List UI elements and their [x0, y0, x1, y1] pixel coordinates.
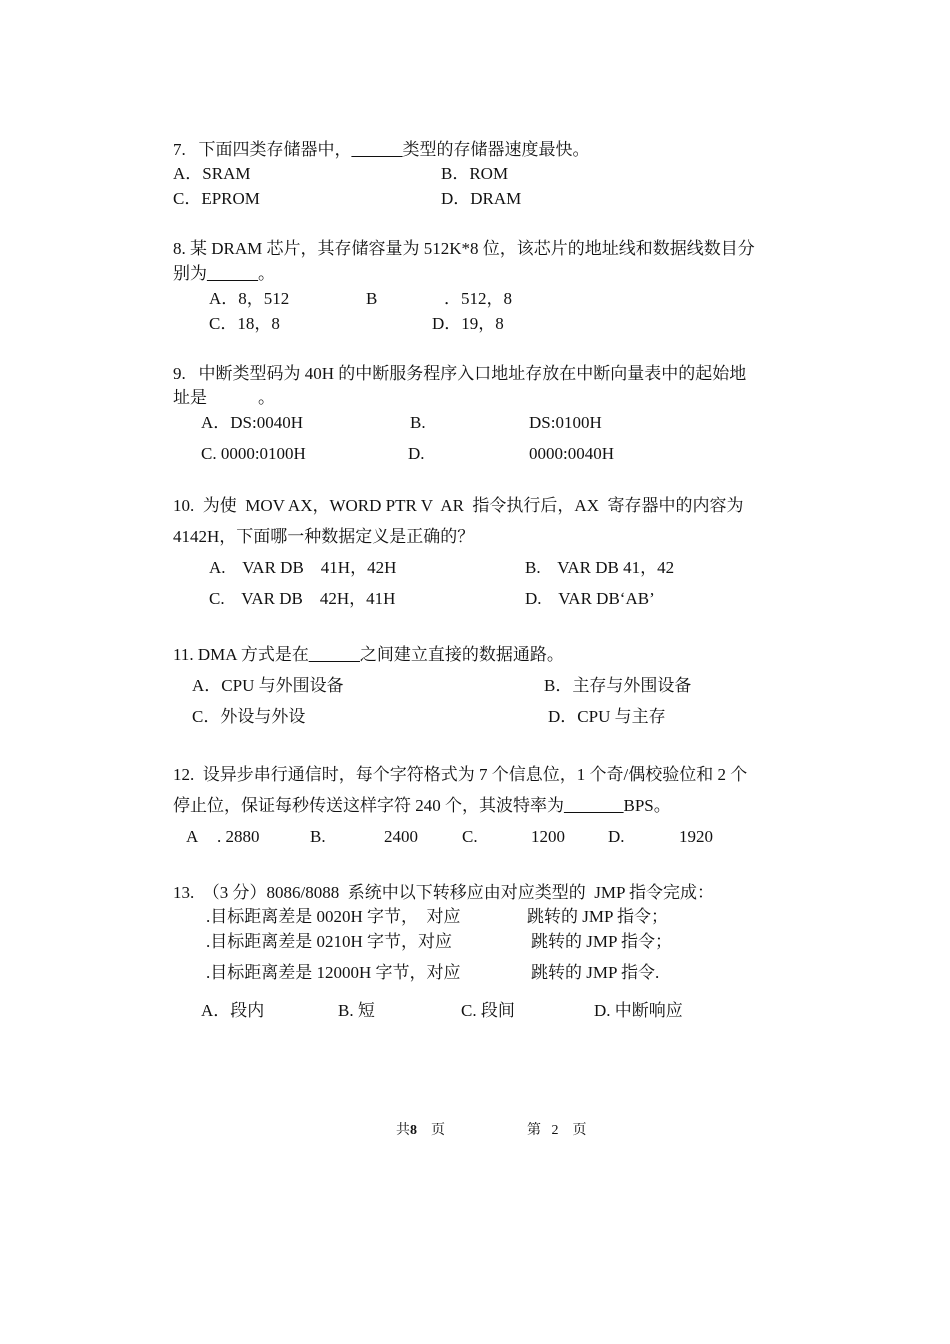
- q7-stem: 7. 下面四类存储器中，______类型的存储器速度最快。: [173, 140, 590, 159]
- q11-stem: 11. DMA 方式是在______之间建立直接的数据通路。: [173, 645, 564, 664]
- q8-stem-line2: 别为______。: [173, 264, 275, 283]
- q13-sub2-text: .目标距离差是 0210H 字节，对应: [206, 932, 453, 951]
- q12-stem-line1: 12. 设异步串行通信时，每个字符格式为 7 个信息位，1 个奇/偶校验位和 2 个: [173, 765, 748, 784]
- footer-page-number: 第 2 页: [527, 1123, 587, 1138]
- q12-option-d-label: D.: [608, 827, 625, 846]
- q7-option-a: A．SRAM: [173, 164, 251, 183]
- q9-option-b-value: DS:0100H: [529, 413, 602, 432]
- q13-sub1-tail: 跳转的 JMP 指令；: [527, 907, 669, 926]
- q10-option-c: C. VAR DB 42H，41H: [209, 589, 396, 608]
- q13-sub2-tail: 跳转的 JMP 指令；: [531, 932, 673, 951]
- q11-option-d: D．CPU 与主存: [548, 707, 666, 726]
- q9-stem-line1: 9. 中断类型码为 40H 的中断服务程序入口地址存放在中断向量表中的起始地: [173, 364, 747, 383]
- q10-option-a: A. VAR DB 41H，42H: [209, 558, 397, 577]
- q7-option-c: C．EPROM: [173, 189, 260, 208]
- q13-stem: 13. （3 分）8086/8088 系统中以下转移应由对应类型的 JMP 指令完成：: [173, 883, 715, 902]
- q7-option-d: D．DRAM: [441, 189, 522, 208]
- q10-option-b: B. VAR DB 41，42: [525, 558, 675, 577]
- q9-stem-line2: 址是 。: [173, 388, 275, 407]
- q12-option-a-value: . 2880: [217, 827, 260, 846]
- q10-stem-line1: 10. 为使 MOV AX，WORD PTR V AR 指令执行后，AX 寄存器中的内容为: [173, 496, 744, 515]
- q8-option-a: A．8，512: [209, 289, 290, 308]
- q13-option-d: D. 中断响应: [594, 1001, 683, 1020]
- q8-option-c: C．18，8: [209, 314, 280, 333]
- q12-option-d-value: 1920: [679, 827, 713, 846]
- q11-option-b: B．主存与外围设备: [544, 676, 692, 695]
- q9-option-d-value: 0000:0040H: [529, 444, 614, 463]
- q9-option-b-label: B.: [410, 413, 426, 432]
- q12-option-a-label: A: [186, 827, 199, 846]
- q11-option-a: A．CPU 与外围设备: [192, 676, 344, 695]
- q11-option-c: C．外设与外设: [192, 707, 306, 726]
- q13-sub3-text: .目标距离差是 12000H 字节，对应: [206, 963, 461, 982]
- footer-total-pages: 共8 页: [396, 1123, 445, 1138]
- q13-sub3-tail: 跳转的 JMP 指令.: [531, 963, 660, 982]
- q12-option-b-label: B.: [310, 827, 326, 846]
- q13-option-c: C. 段间: [461, 1001, 515, 1020]
- q13-option-a: A．段内: [201, 1001, 265, 1020]
- q12-option-c-label: C.: [462, 827, 478, 846]
- q12-option-c-value: 1200: [531, 827, 565, 846]
- q12-stem-line2: 停止位，保证每秒传送这样字符 240 个，其波特率为_______BPS。: [173, 796, 671, 815]
- q13-sub1-text: .目标距离差是 0020H 字节， 对应: [206, 907, 461, 926]
- q8-option-d: D．19，8: [432, 314, 504, 333]
- q12-option-b-value: 2400: [384, 827, 418, 846]
- q9-option-a: A．DS:0040H: [201, 413, 304, 432]
- q8-option-b-label: B: [366, 289, 378, 308]
- q10-stem-line2: 4142H，下面哪一种数据定义是正确的？: [173, 527, 475, 546]
- q8-stem-line1: 8. 某 DRAM 芯片，其存储容量为 512K*8 位，该芯片的地址线和数据线数目分: [173, 239, 755, 258]
- q8-option-b-value: ．512，8: [444, 289, 512, 308]
- q10-option-d: D. VAR DB‘AB’: [525, 589, 655, 608]
- q13-option-b: B. 短: [338, 1001, 375, 1020]
- q9-option-c: C. 0000:0100H: [201, 444, 306, 463]
- q9-option-d-label: D.: [408, 444, 425, 463]
- q7-option-b: B．ROM: [441, 164, 509, 183]
